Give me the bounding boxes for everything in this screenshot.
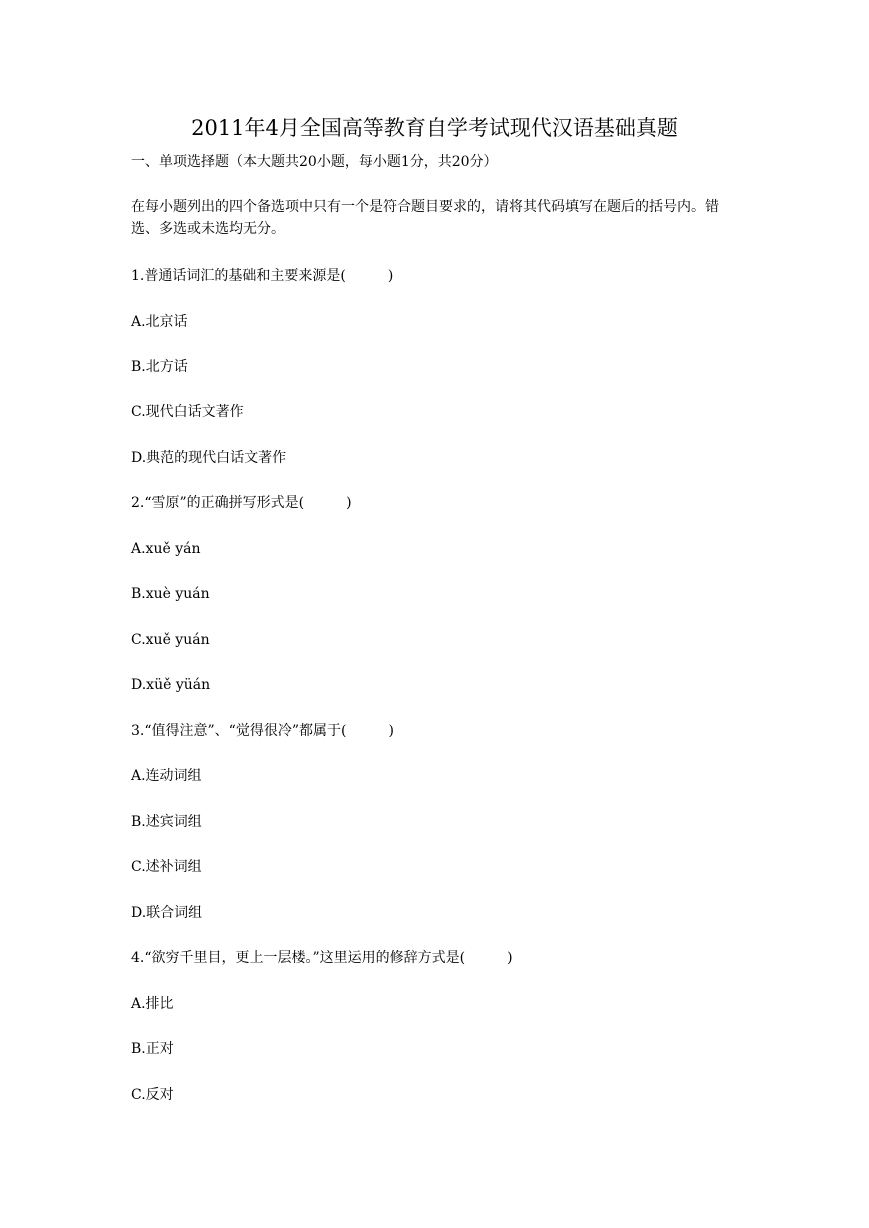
question-3-option-c: C.述补词组: [131, 859, 202, 875]
question-2-option-b: B.xuè yuán: [131, 586, 210, 602]
question-1-option-a: A.北京话: [131, 314, 188, 330]
question-1-option-b: B.北方话: [131, 359, 188, 375]
question-4-stem: 4.“欲穷千里目，更上一层楼。”这里运用的修辞方式是( ): [131, 950, 513, 966]
question-2-option-d: D.xüě yüán: [131, 677, 211, 693]
question-4-option-b: B.正对: [131, 1041, 174, 1057]
question-3-option-a: A.连动词组: [131, 768, 202, 784]
question-3-option-b: B.述宾词组: [131, 814, 202, 830]
question-1-option-d: D.典范的现代白话文著作: [131, 450, 287, 466]
question-4-option-c: C.反对: [131, 1087, 174, 1103]
instructions-text: 在每小题列出的四个备选项中只有一个是符合题目要求的，请将其代码填写在题后的括号内。错选、多选或未选均无分。: [131, 199, 719, 237]
question-3-option-d: D.联合词组: [131, 905, 203, 921]
question-2-stem: 2.“雪原”的正确拼写形式是( ): [131, 495, 352, 511]
question-1-stem: 1.普通话词汇的基础和主要来源是( ): [131, 268, 394, 284]
section-heading: 一、单项选择题（本大题共20小题，每小题1分，共20分）: [131, 154, 498, 170]
question-3-stem: 3.“值得注意”、“觉得很冷”都属于( ): [131, 723, 394, 739]
question-2-option-a: A.xuě yán: [131, 541, 201, 557]
page-title: 2011年4月全国高等教育自学考试现代汉语基础真题: [191, 116, 678, 140]
question-4-option-a: A.排比: [131, 996, 174, 1012]
question-1-option-c: C.现代白话文著作: [131, 404, 244, 420]
question-2-option-c: C.xuě yuán: [131, 632, 210, 648]
